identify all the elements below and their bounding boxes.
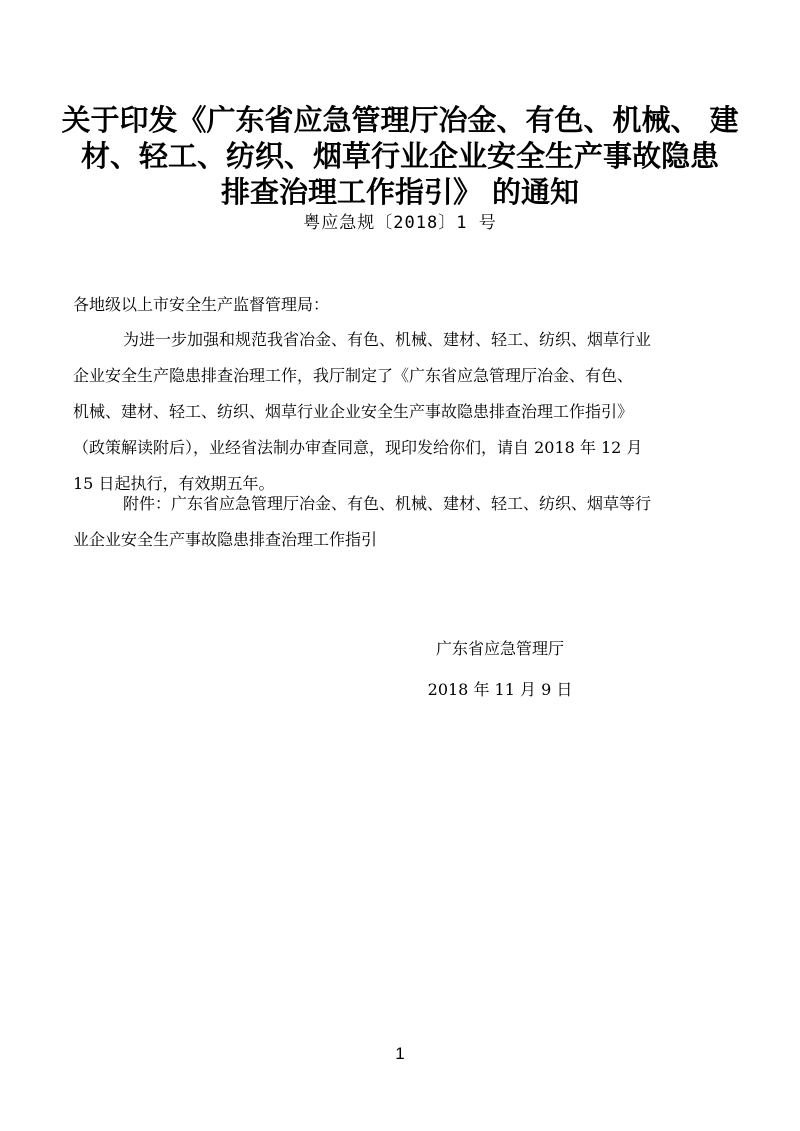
title-line: 排查治理工作指引》 的通知 (220, 175, 580, 209)
paragraph-line: （政策解读附后），业经省法制办审查同意，现印发给你们，请自 2018 年 12 月 (73, 438, 643, 457)
page-number: 1 (395, 1044, 405, 1063)
signature-organization: 广东省应急管理厅 (435, 639, 564, 658)
paragraph-line: 附件：广东省应急管理厅冶金、有色、机械、建材、轻工、纺织、烟草等行 (123, 494, 652, 513)
salutation: 各地级以上市安全生产监督管理局： (73, 295, 330, 314)
title-line: 关于印发《广东省应急管理厅冶金、有色、机械、 建 (61, 103, 739, 137)
main-paragraph (73, 322, 733, 502)
paragraph-line: 为进一步加强和规范我省冶金、有色、机械、建材、轻工、纺织、烟草行业 (123, 330, 652, 349)
paragraph-line: 业企业安全生产事故隐患排查治理工作指引 (73, 530, 378, 549)
signature-date: 2018 年 11 月 9 日 (427, 680, 573, 699)
title-line: 材、轻工、纺织、烟草行业企业安全生产事故隐患 (80, 139, 719, 173)
paragraph-line: 15 日起执行，有效期五年。 (73, 474, 275, 493)
document-number: 粤应急规〔2018〕1 号 (303, 213, 497, 233)
document-title (60, 102, 740, 210)
paragraph-line: 机械、建材、轻工、纺织、烟草行业企业安全生产事故隐患排查治理工作指引》 (73, 402, 634, 421)
attachment-paragraph (73, 486, 733, 558)
paragraph-line: 企业安全生产隐患排查治理工作，我厅制定了《广东省应急管理厅冶金、有色、 (73, 366, 634, 385)
